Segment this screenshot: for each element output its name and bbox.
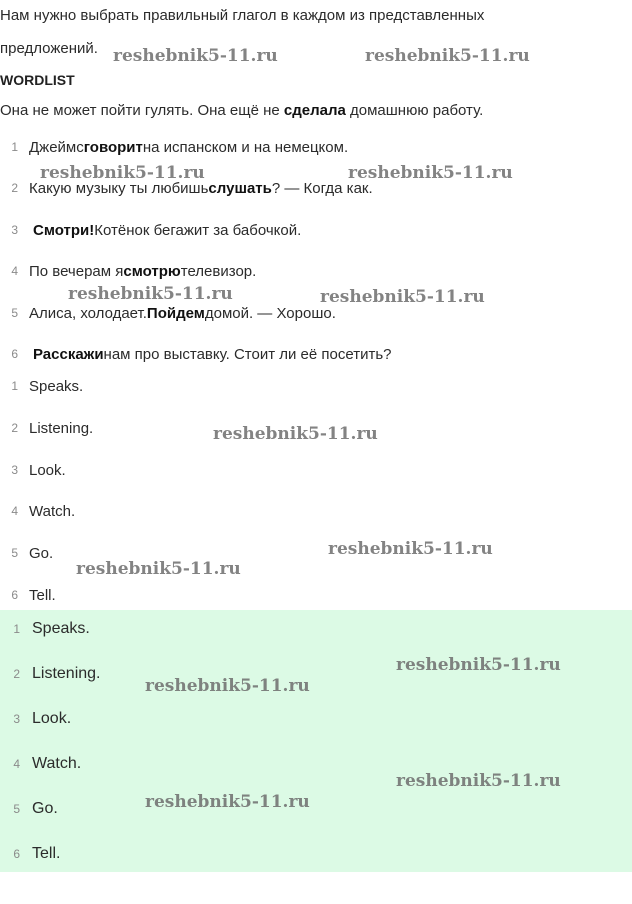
answer-text: Look. xyxy=(32,710,72,727)
task-verb: смотрю xyxy=(123,262,181,280)
answer-text: Tell. xyxy=(32,845,61,862)
task-row-2 xyxy=(0,177,373,199)
wordlist-heading: WORDLIST xyxy=(0,72,75,88)
answer-number: 5 xyxy=(13,802,20,816)
task-after: Котёнок бегажит за бабочкой. xyxy=(94,221,302,239)
task-before: Какую музыку ты любишь xyxy=(29,179,209,197)
answer-text: Speaks. xyxy=(32,620,90,637)
task-after: нам про выставку. Стоит ли её посетить? xyxy=(103,345,392,363)
answer-number: 3 xyxy=(13,712,20,726)
task-number: 5 xyxy=(11,306,18,320)
watermark-text: reshebnik5-11.ru xyxy=(396,771,561,791)
task-verb: говорит xyxy=(83,138,143,156)
task-verb: Расскажи xyxy=(33,345,104,363)
answer-text: Speaks. xyxy=(29,377,84,395)
example-after: домашнюю работу. xyxy=(345,102,484,119)
task-before: По вечерам я xyxy=(29,262,124,280)
answer-number: 3 xyxy=(11,463,18,477)
task-number: 1 xyxy=(11,140,18,154)
answer-text: Listening. xyxy=(32,665,101,682)
example-sentence xyxy=(0,102,483,119)
watermark-text: reshebnik5-11.ru xyxy=(40,163,205,183)
answer-row-2 xyxy=(0,417,93,439)
task-after: телевизор. xyxy=(180,262,257,280)
answer-number: 1 xyxy=(11,379,18,393)
watermark-text: reshebnik5-11.ru xyxy=(365,46,530,66)
example-before: Она не может пойти гулять. Она ещё не xyxy=(0,102,284,119)
task-row-1 xyxy=(0,136,348,158)
watermark-text: reshebnik5-11.ru xyxy=(68,284,233,304)
answer-number: 6 xyxy=(11,588,18,602)
task-verb: Смотри! xyxy=(33,221,95,239)
answer-number: 1 xyxy=(13,622,20,636)
answer-text: Watch. xyxy=(29,502,76,520)
answer-number: 2 xyxy=(11,421,18,435)
task-row-6 xyxy=(0,343,391,365)
answer-text: Go. xyxy=(29,544,54,562)
answer-text: Tell. xyxy=(29,586,56,604)
watermark-text: reshebnik5-11.ru xyxy=(396,655,561,675)
task-before: Джеймс xyxy=(29,138,84,156)
task-row-5 xyxy=(0,302,336,324)
answer-row-1 xyxy=(0,375,83,397)
answer-text: Go. xyxy=(32,800,58,817)
highlight-answer-row-4 xyxy=(0,753,81,775)
highlight-answer-row-3 xyxy=(0,708,71,730)
answer-text: Watch. xyxy=(32,755,82,772)
watermark-text: reshebnik5-11.ru xyxy=(328,539,493,559)
answer-row-4 xyxy=(0,500,75,522)
answer-text: Look. xyxy=(29,461,66,479)
answer-number: 6 xyxy=(13,847,20,861)
highlight-answer-row-6 xyxy=(0,843,60,865)
answer-row-5 xyxy=(0,542,53,564)
intro-line-2: предложений. xyxy=(0,40,98,57)
watermark-text: reshebnik5-11.ru xyxy=(145,792,310,812)
answer-row-3 xyxy=(0,459,66,481)
highlight-answer-row-1 xyxy=(0,618,90,640)
task-number: 6 xyxy=(11,347,18,361)
task-after: домой. — Хорошо. xyxy=(204,304,336,322)
task-after: на испанском и на немецком. xyxy=(142,138,349,156)
answer-number: 4 xyxy=(11,504,18,518)
task-before: Алиса, холодает. xyxy=(29,304,147,322)
task-number: 4 xyxy=(11,264,18,278)
answer-number: 5 xyxy=(11,546,18,560)
highlight-answer-row-5 xyxy=(0,798,58,820)
task-verb: Пойдем xyxy=(146,304,205,322)
task-number: 3 xyxy=(11,223,18,237)
highlight-answer-row-2 xyxy=(0,663,101,685)
watermark-text: reshebnik5-11.ru xyxy=(145,676,310,696)
answer-text: Listening. xyxy=(29,419,94,437)
answer-number: 2 xyxy=(13,667,20,681)
answer-row-6 xyxy=(0,584,56,606)
example-bold: сделала xyxy=(283,102,346,119)
task-number: 2 xyxy=(11,181,18,195)
watermark-text: reshebnik5-11.ru xyxy=(76,559,241,579)
task-row-3 xyxy=(0,219,301,241)
answer-number: 4 xyxy=(13,757,20,771)
answers-highlight-block xyxy=(0,610,632,872)
task-verb: слушать xyxy=(208,179,272,197)
intro-line-1: Нам нужно выбрать правильный глагол в каждом из представленных xyxy=(0,7,485,24)
watermark-text: reshebnik5-11.ru xyxy=(213,424,378,444)
task-after: ? — Когда как. xyxy=(271,179,373,197)
watermark-text: reshebnik5-11.ru xyxy=(320,287,485,307)
watermark-text: reshebnik5-11.ru xyxy=(348,163,513,183)
task-row-4 xyxy=(0,260,256,282)
watermark-text: reshebnik5-11.ru xyxy=(113,46,278,66)
